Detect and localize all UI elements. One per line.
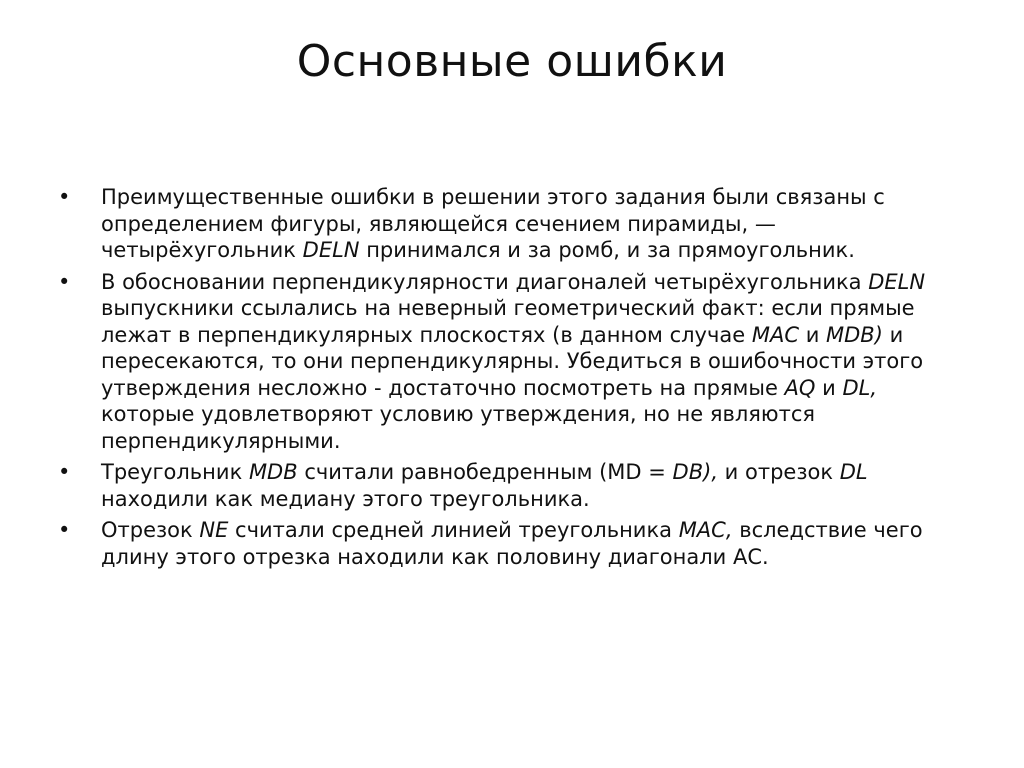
text-segment: и отрезок bbox=[718, 460, 840, 484]
text-segment: считали равнобедренным (MD = bbox=[297, 460, 673, 484]
bullet-item bbox=[58, 184, 963, 264]
bullet-item bbox=[58, 269, 963, 455]
bullet-list bbox=[58, 184, 963, 575]
text-segment: Треугольник bbox=[101, 460, 249, 484]
text-segment: Преимущественные ошибки в решении этого задания были связаны с определением фигуры, являющейся сечением пирамиды, — четырёхугольник bbox=[101, 185, 885, 262]
italic-term: DL, bbox=[842, 375, 877, 400]
slide-title: Основные ошибки bbox=[296, 36, 728, 87]
italic-term: MDB bbox=[248, 460, 298, 484]
bullet-text bbox=[101, 460, 868, 511]
italic-term: AQ bbox=[784, 375, 816, 400]
bullet-item bbox=[58, 517, 963, 570]
italic-term: DELN bbox=[868, 269, 926, 294]
italic-term: MAC, bbox=[678, 518, 733, 542]
italic-term: DB), bbox=[672, 460, 718, 484]
text-segment: и bbox=[799, 322, 827, 347]
italic-term: MAC bbox=[751, 322, 800, 347]
bullet-text bbox=[101, 185, 885, 262]
text-segment: принимался и за ромб, и за прямоугольник. bbox=[359, 238, 855, 262]
bullet-dot-icon: • bbox=[58, 269, 71, 294]
italic-term: NE bbox=[199, 518, 229, 542]
bullet-dot-icon: • bbox=[58, 185, 71, 209]
text-segment: и пересекаются, то они перпендикулярны. Убедиться в ошибочности этого утверждения несложно - достаточно посмотреть на прямые bbox=[101, 322, 924, 400]
bullet-text bbox=[101, 270, 925, 453]
text-segment: Отрезок bbox=[101, 518, 200, 542]
bullet-item bbox=[58, 459, 963, 512]
text-segment: которые удовлетворяют условию утверждения, но не являются перпендикулярными. bbox=[101, 402, 815, 453]
text-segment: выпускники ссылались на неверный геометрический факт: если прямые лежат в перпендикулярных плоскостях (в данном случае bbox=[101, 296, 915, 347]
italic-term: MDB) bbox=[826, 322, 883, 347]
text-segment: вследствие чего длину этого отрезка находили как половину диагонали АС. bbox=[101, 518, 923, 569]
text-segment: находили как медиану этого треугольника. bbox=[101, 486, 590, 511]
text-segment: В обосновании перпендикулярности диагоналей четырёхугольника bbox=[101, 269, 869, 294]
text-segment: и bbox=[815, 375, 843, 400]
text-segment: считали средней линией треугольника bbox=[228, 518, 679, 542]
bullet-text bbox=[101, 518, 923, 569]
italic-term: DL bbox=[839, 460, 868, 484]
italic-term: DELN bbox=[302, 238, 360, 262]
bullet-dot-icon: • bbox=[58, 460, 71, 484]
bullet-dot-icon: • bbox=[58, 518, 71, 542]
